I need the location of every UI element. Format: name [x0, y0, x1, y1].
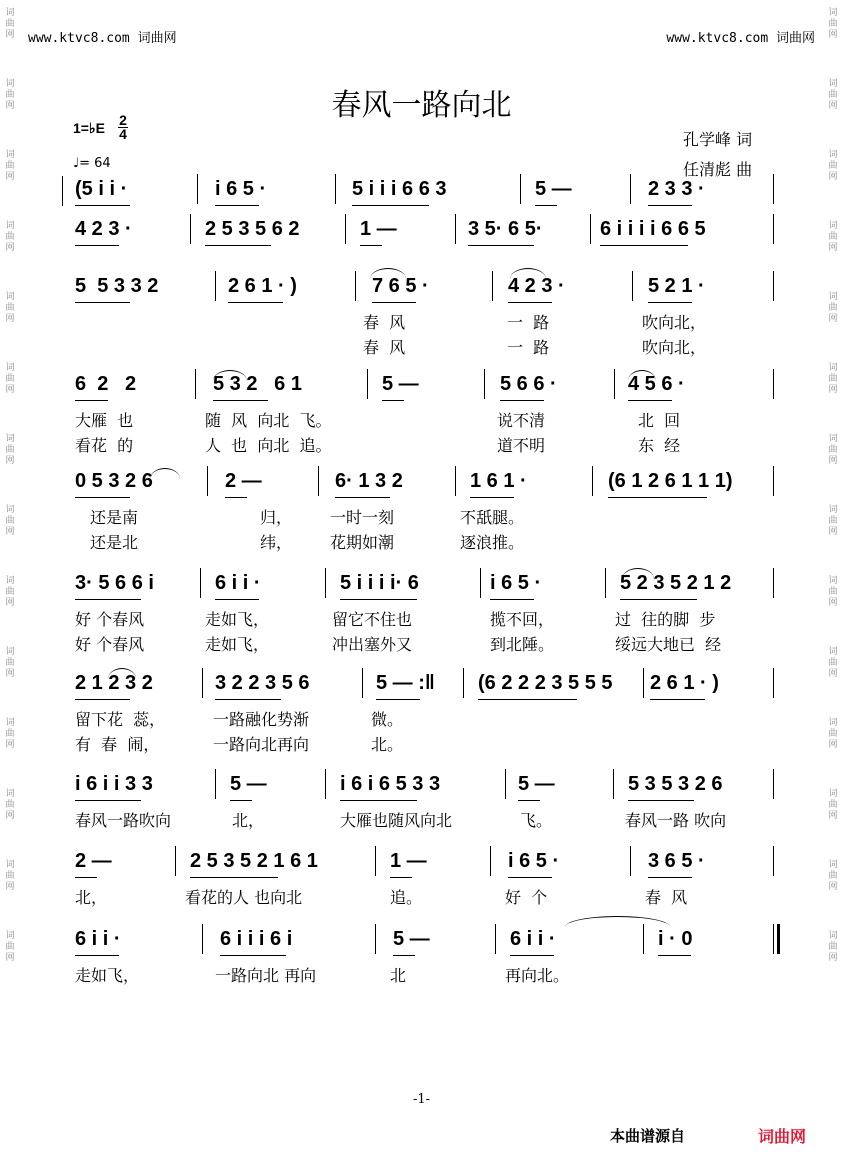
- watermark-stamp: 词 曲 网: [5, 79, 15, 111]
- beam-line: [352, 205, 429, 206]
- bar-line: [773, 271, 774, 301]
- bar-line: [455, 214, 456, 244]
- slur-arc: [565, 916, 670, 927]
- watermark-stamp: 词 曲 网: [828, 79, 838, 111]
- measure-notes: 5 5 3 3 2: [75, 275, 159, 297]
- final-bar-line: [777, 924, 780, 954]
- measure-notes: 6 i i i 6 i: [220, 928, 293, 950]
- lyric-line-1: 吹向北，: [642, 313, 707, 332]
- bar-line: [773, 174, 774, 204]
- beam-line: [205, 245, 271, 246]
- lyric-line-1: 北: [390, 966, 407, 985]
- lyricist-credit: 孔学峰 词: [683, 130, 753, 149]
- beam-line: [225, 497, 247, 498]
- bar-line: [480, 568, 481, 598]
- lyric-line-2: 东 经: [638, 436, 681, 455]
- measure-notes: 3 2 2 3 5 6: [215, 672, 310, 694]
- measure-notes: (6 1 2 6 1 1 1): [608, 470, 733, 492]
- measure-notes: 1 —: [390, 850, 427, 872]
- bar-line: [318, 466, 319, 496]
- beam-line: [75, 400, 108, 401]
- quarter-note-icon: ♩: [73, 156, 80, 171]
- watermark-stamp: 词 曲 网: [828, 860, 838, 892]
- lyric-line-2: 冲出塞外又: [332, 635, 413, 654]
- measure-notes: i 6 5 ·: [490, 572, 542, 594]
- slur-arc: [510, 268, 546, 279]
- beam-line: [628, 400, 672, 401]
- lyric-line-1: 好 个: [505, 888, 548, 907]
- lyric-line-2: 一路向北再向: [213, 735, 310, 754]
- lyric-line-2: 春 风: [363, 338, 406, 357]
- watermark-stamp: 词 曲 网: [828, 931, 838, 963]
- time-signature: [118, 114, 128, 141]
- watermark-stamp: 词 曲 网: [5, 292, 15, 324]
- measure-notes: (6 2 2 2 3 5 5 5: [478, 672, 613, 694]
- lyric-line-1: 一时一刻: [330, 508, 395, 527]
- measure-notes: 2 6 1 · ): [650, 672, 719, 694]
- beam-line: [220, 955, 286, 956]
- bar-line: [335, 174, 336, 204]
- lyric-line-1: 一路向北 再向: [215, 966, 317, 985]
- header-right-url[interactable]: www.ktvc8.com 词曲网: [666, 31, 815, 46]
- lyric-line-1: 北 回: [638, 411, 681, 430]
- bar-line: [614, 369, 615, 399]
- watermark-stamp: 词 曲 网: [5, 789, 15, 821]
- bar-line: [62, 176, 63, 206]
- bar-line: [643, 668, 644, 698]
- measure-notes: 4 2 3 ·: [75, 218, 132, 240]
- measure-notes: 3· 5 6 6 i: [75, 572, 154, 594]
- beam-line: [75, 800, 141, 801]
- watermark-stamp: 词 曲 网: [5, 860, 15, 892]
- beam-line: [75, 955, 119, 956]
- measure-notes: 6· 1 3 2: [335, 470, 403, 492]
- watermark-stamp: 词 曲 网: [828, 505, 838, 537]
- beam-line: [500, 400, 544, 401]
- bar-line: [215, 769, 216, 799]
- measure-notes: i 6 5 ·: [508, 850, 560, 872]
- measure-notes: 5 2 3 5 2 1 2: [620, 572, 732, 594]
- watermark-stamp: 词 曲 网: [5, 931, 15, 963]
- lyric-line-1: 不舐腿。: [460, 508, 525, 527]
- measure-notes: 5 2 1 ·: [648, 275, 705, 297]
- bar-line: [200, 568, 201, 598]
- lyric-line-1: 过 往的脚 步: [615, 610, 716, 629]
- measure-notes: 6 i i i i 6 6 5: [600, 218, 706, 240]
- measure-notes: 4 5 6 ·: [628, 373, 685, 395]
- lyric-line-1: 大雁 也: [75, 411, 134, 430]
- measure-notes: i · 0: [658, 928, 693, 950]
- measure-notes: 1 —: [360, 218, 397, 240]
- watermark-stamp: 词 曲 网: [828, 292, 838, 324]
- bar-line: [207, 466, 208, 496]
- lyric-line-1: 归，: [260, 508, 293, 527]
- bar-line: [202, 924, 203, 954]
- measure-notes: 2 —: [75, 850, 112, 872]
- measure-notes: 4 2 3 ·: [508, 275, 565, 297]
- measure-notes: 7 6 5 ·: [372, 275, 429, 297]
- measure-notes: 5 i i i 6 6 3: [352, 178, 447, 200]
- bar-line: [773, 466, 774, 496]
- bar-line: [773, 214, 774, 244]
- bar-line: [773, 924, 774, 954]
- beam-line: [390, 877, 412, 878]
- measure-notes: 2 —: [225, 470, 262, 492]
- watermark-stamp: 词 曲 网: [5, 718, 15, 750]
- lyric-line-2: 有 春 闹，: [75, 735, 160, 754]
- beam-line: [508, 877, 552, 878]
- bar-line: [592, 466, 593, 496]
- watermark-stamp: 词 曲 网: [828, 576, 838, 608]
- beam-line: [213, 400, 268, 401]
- left-watermark: [3, 0, 17, 1172]
- bar-line: [630, 174, 631, 204]
- lyric-line-2: 绥远大地已 经: [615, 635, 722, 654]
- measure-notes: 2 1 2 3 2: [75, 672, 153, 694]
- watermark-stamp: 词 曲 网: [828, 789, 838, 821]
- lyric-line-2: 北。: [371, 735, 404, 754]
- bar-line: [325, 568, 326, 598]
- lyric-line-1: 随 风 向北 飞。: [205, 411, 332, 430]
- bar-line: [362, 668, 363, 698]
- measure-notes: 5 3 5 3 2 6: [628, 773, 723, 795]
- lyric-line-1: 走如飞，: [205, 610, 270, 629]
- lyric-line-1: 追。: [390, 888, 423, 907]
- lyric-line-1: 留下花 蕊，: [75, 710, 166, 729]
- beam-line: [75, 302, 130, 303]
- beam-line: [650, 699, 705, 700]
- bar-line: [773, 568, 774, 598]
- measure-notes: 6 i i ·: [215, 572, 261, 594]
- lyric-line-1: 春 风: [363, 313, 406, 332]
- slur-arc: [622, 568, 654, 579]
- measure-notes: 5 6 6 ·: [500, 373, 557, 395]
- beam-line: [648, 302, 692, 303]
- bar-line: [195, 369, 196, 399]
- measure-notes: 1 6 1 ·: [470, 470, 527, 492]
- beam-line: [648, 877, 692, 878]
- measure-notes: 5 —: [518, 773, 555, 795]
- page-number: -1-: [412, 1092, 431, 1107]
- measure-notes: 5 —: [382, 373, 419, 395]
- lyric-line-1: 微。: [371, 710, 404, 729]
- header-left-url[interactable]: www.ktvc8.com 词曲网: [28, 31, 177, 46]
- beam-line: [600, 245, 688, 246]
- beam-line: [382, 400, 404, 401]
- beam-line: [215, 699, 281, 700]
- beam-line: [215, 205, 259, 206]
- lyric-line-2: 花期如潮: [330, 533, 395, 552]
- lyric-line-2: 道不明: [497, 436, 546, 455]
- measure-notes: 6 2 2: [75, 373, 137, 395]
- measure-notes: 6 i i ·: [75, 928, 121, 950]
- beam-line: [228, 302, 283, 303]
- measure-notes: i 6 5 ·: [215, 178, 267, 200]
- beam-line: [508, 302, 552, 303]
- lyric-line-2: 人 也 向北 追。: [205, 436, 332, 455]
- bar-line: [613, 769, 614, 799]
- lyric-line-1: 走如飞，: [75, 966, 140, 985]
- bar-line: [630, 846, 631, 876]
- beam-line: [215, 599, 259, 600]
- bar-line: [643, 924, 644, 954]
- brand-logo-text[interactable]: 词曲网: [758, 1127, 807, 1146]
- slur-arc: [108, 668, 136, 679]
- bar-line: [484, 369, 485, 399]
- lyric-line-1: 一路融化势渐: [213, 710, 310, 729]
- bar-line: [773, 668, 774, 698]
- watermark-stamp: 词 曲 网: [5, 363, 15, 395]
- beam-line: [376, 699, 420, 700]
- watermark-stamp: 词 曲 网: [5, 434, 15, 466]
- beam-line: [470, 497, 514, 498]
- beam-line: [608, 497, 707, 498]
- slur-arc: [150, 468, 180, 479]
- watermark-stamp: 词 曲 网: [828, 434, 838, 466]
- lyric-line-2: 一 路: [507, 338, 550, 357]
- time-top: 2: [119, 112, 127, 128]
- beam-line: [75, 599, 141, 600]
- slur-arc: [370, 268, 406, 279]
- bar-line: [773, 369, 774, 399]
- measure-notes: 2 6 1 · ): [228, 275, 297, 297]
- bar-line: [325, 769, 326, 799]
- beam-line: [518, 800, 540, 801]
- composer-credit: 任清彪 曲: [683, 160, 753, 179]
- beam-line: [658, 955, 691, 956]
- bar-line: [202, 668, 203, 698]
- watermark-stamp: 词 曲 网: [5, 576, 15, 608]
- measure-notes: 2 5 3 5 6 2: [205, 218, 300, 240]
- watermark-stamp: 词 曲 网: [828, 8, 838, 40]
- beam-line: [230, 800, 252, 801]
- beam-line: [393, 955, 415, 956]
- slur-arc: [628, 370, 656, 381]
- beam-line: [75, 245, 119, 246]
- watermark-stamp: 词 曲 网: [828, 363, 838, 395]
- measure-notes: i 6 i i 3 3: [75, 773, 153, 795]
- beam-line: [490, 599, 534, 600]
- bar-line: [632, 271, 633, 301]
- lyric-line-1: 大雁也随风向北: [340, 811, 453, 830]
- beam-line: [340, 599, 417, 600]
- bar-line: [345, 214, 346, 244]
- beam-line: [628, 800, 694, 801]
- measure-notes: 5 —: [393, 928, 430, 950]
- watermark-stamp: 词 曲 网: [5, 221, 15, 253]
- measure-notes: 5 —: [535, 178, 572, 200]
- watermark-stamp: 词 曲 网: [828, 150, 838, 182]
- bar-line: [367, 369, 368, 399]
- lyric-line-2: 还是北: [90, 533, 139, 552]
- measure-notes: i 6 i 6 5 3 3: [340, 773, 441, 795]
- lyric-line-1: 说不清: [497, 411, 546, 430]
- slur-arc: [213, 370, 247, 381]
- bar-line: [355, 271, 356, 301]
- beam-line: [620, 599, 697, 600]
- measure-notes: 3 6 5 ·: [648, 850, 705, 872]
- bar-line: [590, 214, 591, 244]
- lyric-line-1: 春风一路吹向: [75, 811, 172, 830]
- watermark-stamp: 词 曲 网: [828, 647, 838, 679]
- tempo-value: = 64: [79, 156, 111, 171]
- beam-line: [510, 955, 554, 956]
- bar-line: [773, 769, 774, 799]
- lyric-line-1: 看花的人 也向北: [185, 888, 303, 907]
- measure-notes: 5 i i i i· 6: [340, 572, 419, 594]
- lyric-line-1: 揽不回，: [490, 610, 555, 629]
- bar-line: [463, 668, 464, 698]
- bar-line: [197, 174, 198, 204]
- measure-notes: 5 —: [230, 773, 267, 795]
- beam-line: [75, 877, 97, 878]
- watermark-stamp: 词 曲 网: [5, 505, 15, 537]
- lyric-line-1: 春风一路 吹向: [625, 811, 727, 830]
- measure-notes: 0 5 3 2 6: [75, 470, 153, 492]
- beam-line: [360, 245, 382, 246]
- beam-line: [535, 205, 557, 206]
- key-signature: 1=♭E: [73, 120, 105, 136]
- bar-line: [375, 846, 376, 876]
- lyric-line-1: 留它不住也: [332, 610, 413, 629]
- watermark-stamp: 词 曲 网: [828, 221, 838, 253]
- right-watermark: [826, 0, 840, 1172]
- time-bottom: 4: [119, 126, 127, 142]
- beam-line: [75, 699, 130, 700]
- watermark-stamp: 词 曲 网: [5, 150, 15, 182]
- lyric-line-1: 北，: [75, 888, 108, 907]
- lyric-line-2: 走如飞，: [205, 635, 270, 654]
- measure-notes: (5 i i ·: [75, 178, 128, 200]
- lyric-line-2: 到北陲。: [490, 635, 555, 654]
- bar-line: [605, 568, 606, 598]
- lyric-line-1: 北，: [232, 811, 265, 830]
- watermark-stamp: 词 曲 网: [5, 8, 15, 40]
- watermark-stamp: 词 曲 网: [5, 647, 15, 679]
- beam-line: [478, 699, 577, 700]
- bar-line: [490, 846, 491, 876]
- beam-line: [340, 800, 417, 801]
- measure-notes: 5 3 2 6 1: [213, 373, 302, 395]
- lyric-line-1: 还是南: [90, 508, 139, 527]
- bar-line: [495, 924, 496, 954]
- lyric-line-1: 一 路: [507, 313, 550, 332]
- beam-line: [468, 245, 534, 246]
- beam-line: [372, 302, 416, 303]
- bar-line: [215, 271, 216, 301]
- measure-notes: 3 5· 6 5·: [468, 218, 543, 240]
- song-title: 春风一路向北: [331, 88, 512, 123]
- bar-line: [773, 846, 774, 876]
- lyric-line-2: 纬，: [260, 533, 293, 552]
- lyric-line-2: 好 个春风: [75, 635, 145, 654]
- beam-line: [75, 497, 130, 498]
- measure-notes: 2 5 3 5 2 1 6 1: [190, 850, 318, 872]
- tempo-marking: [73, 156, 111, 171]
- bar-line: [520, 174, 521, 204]
- bar-line: [505, 769, 506, 799]
- bar-line: [190, 214, 191, 244]
- measure-notes: 6 i i ·: [510, 928, 556, 950]
- bar-line: [455, 466, 456, 496]
- lyric-line-2: 看花 的: [75, 436, 134, 455]
- bar-line: [492, 271, 493, 301]
- watermark-stamp: 词 曲 网: [828, 718, 838, 750]
- beam-line: [648, 205, 692, 206]
- beam-line: [190, 877, 278, 878]
- measure-notes: 2 3 3 ·: [648, 178, 705, 200]
- bar-line: [175, 846, 176, 876]
- beam-line: [335, 497, 390, 498]
- bar-line: [375, 924, 376, 954]
- measure-notes: 5 — :‖: [376, 672, 435, 694]
- lyric-line-1: 再向北。: [505, 966, 570, 985]
- beam-line: [75, 205, 130, 206]
- lyric-line-1: 春 风: [645, 888, 688, 907]
- lyric-line-1: 飞。: [520, 811, 553, 830]
- source-label: 本曲谱源自: [610, 1127, 686, 1145]
- lyric-line-2: 吹向北，: [642, 338, 707, 357]
- lyric-line-1: 好 个春风: [75, 610, 145, 629]
- lyric-line-2: 逐浪推。: [460, 533, 525, 552]
